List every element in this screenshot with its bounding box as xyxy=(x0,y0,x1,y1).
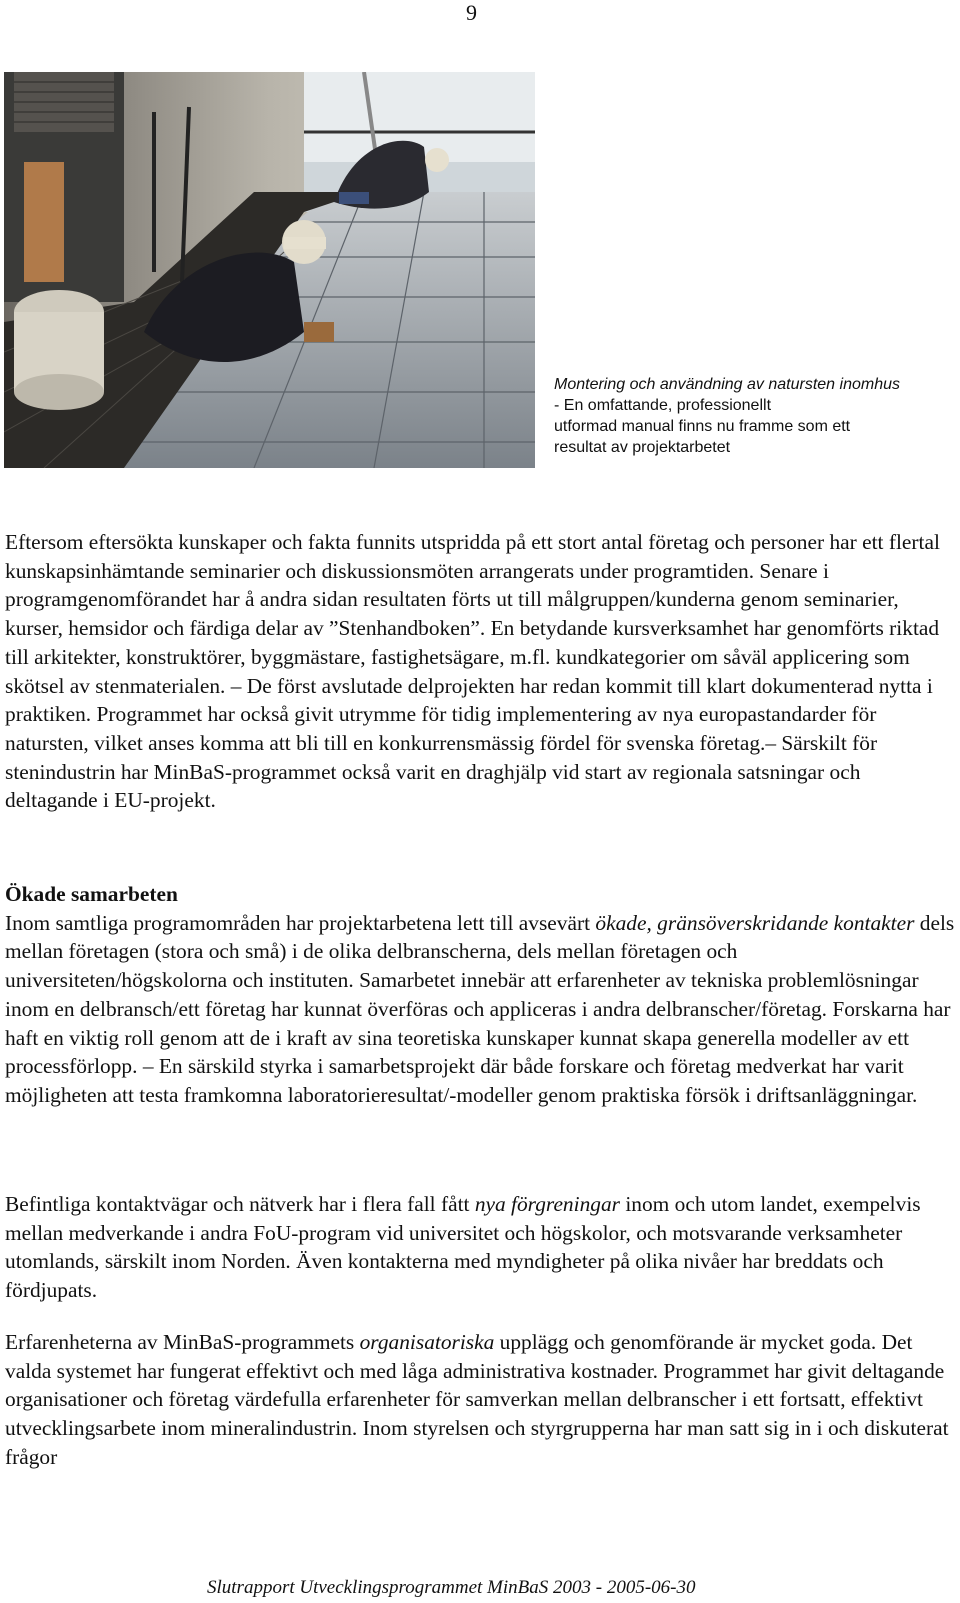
tiling-photo xyxy=(4,72,535,468)
page-footer: Slutrapport Utvecklingsprogrammet MinBaS 2003 - 2005-06-30 xyxy=(207,1577,696,1598)
text-segment: Erfarenheterna av MinBaS-programmets xyxy=(5,1330,360,1354)
caption-line: utformad manual finns nu framme som ett xyxy=(554,418,851,435)
caption-line: resultat av projektarbetet xyxy=(554,439,731,456)
caption-title: Montering och användning av natursten inomhus xyxy=(554,376,900,393)
text-segment: upplägg och genomförande är mycket goda. Det valda systemet har fungerat effektivt och med låga administrativa kostnader. Programmet har givit deltagande organisationer och företag värdefulla erfarenheter för samverkan mellan delbranscher i ett fortsatt, effektivt utvecklingsarbete inom mineralindustrin. Inom styrelsen och styrgrupperna har man satt sig in i och diskuterat frågor xyxy=(5,1330,949,1469)
text-segment: inom och utom landet, exempelvis mellan medverkande i andra FoU-program vid universitet och högskolor, och motsvarande verksamheter utomlands, särskilt inom Norden. Även kontakterna med myndigheter på olika nivåer har breddats och fördjupats. xyxy=(5,1192,921,1303)
paragraph-networks-block xyxy=(5,1190,955,1305)
text-segment: dels mellan företagen (stora och små) i de olika delbranscherna, dels mellan företagen och universiteten/högskolorna och instituten. Samarbetet innebär att erfarenheter av tekniska problemlösningar inom en delbransch/ett företag har kunnat överföras och appliceras i andra delbranscher/företag. Forskarna har haft en viktig roll genom att de i kraft av sina teoretiska kunskaper kunnat skapa generella modeller av ett processförlopp. – En särskild styrka i samarbetsprojekt där både forskare och företag medverkat har varit möjligheten att testa framkomna laboratorieresultat/-modeller genom praktiska försök i driftsanläggningar. xyxy=(5,910,955,1107)
paragraph-organisation xyxy=(5,1328,955,1472)
intro-paragraph-block xyxy=(5,528,955,815)
paragraph-collaboration xyxy=(5,909,955,1110)
paragraph-organisation-block xyxy=(5,1328,955,1472)
paragraph-dissemination: Eftersom eftersökta kunskaper och fakta funnits utspridda på ett stort antal företag och personer har ett flertal kunskapsinhämtande seminarier och diskussionsmöten arrangerats under programtiden. Senare i programgenomförandet har å andra sidan resultaten förts ut till målgruppen/kunderna genom seminarier, kurser, hemsidor och färdiga delar av ”Stenhandboken”. En betydande kursverksamhet har genomförts riktad till arkitekter, konstruktörer, byggmästare, fastighetsägare, m.fl. kundkategorier om såväl applicering som skötsel av stenmaterialen. – De först avslutade delprojekten har redan kommit till klart dokumenterad nytta i praktiken. Programmet har också givit utrymme för tidig implementering av nya europastandarder för natursten, vilket anses komma att bli till en konkurrensmässig fördel för svenska företag.– Särskilt för stenindustrin har MinBaS-programmet också varit en draghjälp vid start av regionala satsningar och deltagande i EU-projekt. xyxy=(5,530,940,813)
emphasis-text: nya förgreningar xyxy=(474,1192,620,1216)
paragraph-networks xyxy=(5,1190,955,1305)
emphasis-text: ökade, gränsöverskridande kontakter xyxy=(595,910,915,935)
text-segment: Befintliga kontaktvägar och nätverk har i flera fall fått xyxy=(5,1192,475,1216)
emphasis-text: organisatoriska xyxy=(359,1330,495,1354)
section-okade-samarbeten xyxy=(5,880,955,1110)
section-heading: Ökade samarbeten xyxy=(5,882,178,906)
text-segment: Inom samtliga programområden har projektarbetena lett till avsevärt xyxy=(5,910,596,935)
page-number: 9 xyxy=(466,0,477,25)
caption-line: - En omfattande, professionellt xyxy=(554,397,772,414)
photo-caption xyxy=(554,374,960,458)
